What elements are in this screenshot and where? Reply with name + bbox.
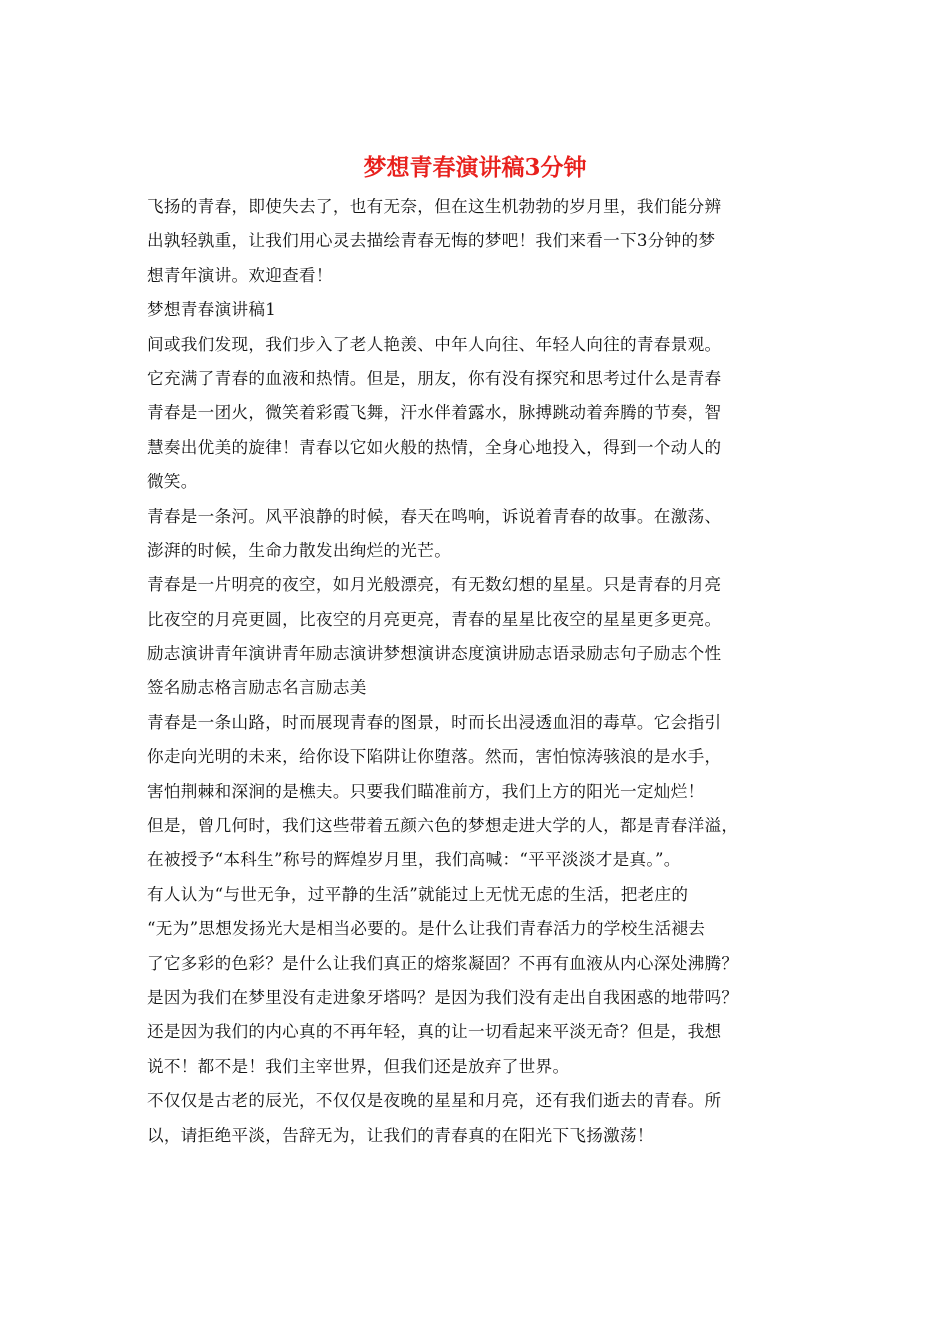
text-line: 澎湃的时候，生命力散发出绚烂的光芒。 <box>147 540 452 560</box>
text-line: 飞扬的青春，即使失去了，也有无奈，但在这生机勃勃的岁月里，我们能分辨 <box>147 197 722 216</box>
text-line: 害怕荆棘和深涧的是樵夫。只要我们瞄准前方，我们上方的阳光一定灿烂！ <box>147 781 705 801</box>
text-line: 微笑。 <box>147 472 198 492</box>
text-line: “无为”思想发扬光大是相当必要的。是什么让我们青春活力的学校生活褪去 <box>147 919 706 939</box>
text-line: 比夜空的月亮更圆，比夜空的月亮更亮，青春的星星比夜空的星星更多更亮。 <box>147 609 722 629</box>
text-line: 还是因为我们的内心真的不再年轻，真的让一切看起来平淡无奇？但是，我想 <box>147 1022 722 1042</box>
text-line: 说不！都不是！我们主宰世界，但我们还是放弃了世界。 <box>147 1056 570 1076</box>
section-heading: 梦想青春演讲稿1 <box>147 300 277 320</box>
document-title: 梦想青春演讲稿3分钟 <box>363 154 587 181</box>
text-line: 但是，曾几何时，我们这些带着五颜六色的梦想走进大学的人，都是青春洋溢， <box>147 816 739 836</box>
text-line: 它充满了青春的血液和热情。但是，朋友，你有没有探究和思考过什么是青春 <box>147 368 722 388</box>
text-line: 是因为我们在梦里没有走进象牙塔吗？是因为我们没有走出自我困惑的地带吗？ <box>147 987 739 1007</box>
text-line: 有人认为“与世无争，过平静的生活”就能过上无忧无虑的生活，把老庄的 <box>147 884 689 904</box>
text-line: 想青年演讲。欢迎查看！ <box>147 265 333 285</box>
text-line: 签名励志格言励志名言励志美 <box>147 678 367 698</box>
document-body <box>147 190 811 1153</box>
text-line: 慧奏出优美的旋律！青春以它如火般的热情，全身心地投入，得到一个动人的 <box>147 437 722 457</box>
text-line: 不仅仅是古老的辰光，不仅仅是夜晚的星星和月亮，还有我们逝去的青春。所 <box>147 1091 722 1111</box>
text-line: 青春是一片明亮的夜空，如月光般漂亮，有无数幻想的星星。只是青春的月亮 <box>147 575 722 595</box>
text-line: 了它多彩的色彩？是什么让我们真正的熔浆凝固？不再有血液从内心深处沸腾？ <box>147 953 739 973</box>
text-line: 励志演讲青年演讲青年励志演讲梦想演讲态度演讲励志语录励志句子励志个性 <box>147 644 722 664</box>
text-line: 出孰轻孰重，让我们用心灵去描绘青春无悔的梦吧！我们来看一下3分钟的梦 <box>147 231 716 251</box>
text-line: 你走向光明的未来，给你设下陷阱让你堕落。然而，害怕惊涛骇浪的是水手， <box>147 747 722 767</box>
text-line: 青春是一条山路，时而展现青春的图景，时而长出浸透血泪的毒草。它会指引 <box>147 712 722 732</box>
text-line: 在被授予“本科生”称号的辉煌岁月里，我们高喊：“平平淡淡才是真。”。 <box>147 850 681 870</box>
text-line: 青春是一团火，微笑着彩霞飞舞，汗水伴着露水，脉搏跳动着奔腾的节奏，智 <box>147 403 722 423</box>
text-line: 间或我们发现，我们步入了老人艳羡、中年人向往、年轻人向往的青春景观。 <box>147 334 722 354</box>
text-line: 青春是一条河。风平浪静的时候，春天在鸣响，诉说着青春的故事。在激荡、 <box>147 506 722 526</box>
text-line: 以，请拒绝平淡，告辞无为，让我们的青春真的在阳光下飞扬激荡！ <box>147 1125 654 1145</box>
